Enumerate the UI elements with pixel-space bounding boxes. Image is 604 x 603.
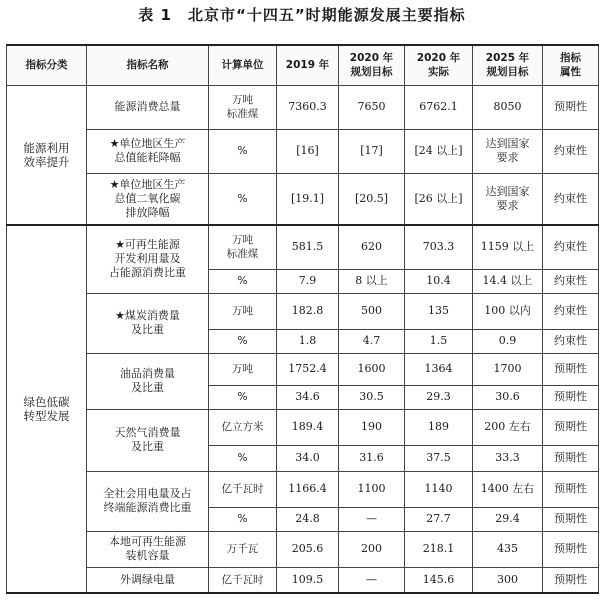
table-row	[7, 173, 599, 225]
value-2020-plan-cell: 500	[339, 293, 405, 329]
unit-cell: %	[209, 269, 277, 293]
table-title: 表 1 北京市“十四五”时期能源发展主要指标	[138, 6, 466, 24]
value-2025-plan-cell: 1700	[473, 353, 543, 385]
attribute-cell: 约束性	[543, 329, 599, 353]
value-2020-actual-cell: 37.5	[405, 445, 473, 471]
value-2025-plan-cell: 33.3	[473, 445, 543, 471]
value-2020-plan-cell: 1100	[339, 471, 405, 507]
value-2019-cell: 1166.4	[277, 471, 339, 507]
value-2025-plan-cell: 8050	[473, 85, 543, 129]
indicator-name-cell: 能源消费总量	[87, 85, 209, 129]
indicator-name-cell: ★单位地区生产 总值能耗降幅	[87, 129, 209, 173]
indicator-name-cell: 天然气消费量 及比重	[87, 409, 209, 471]
header-row	[7, 45, 599, 85]
value-2019-cell: 109.5	[277, 567, 339, 593]
value-2025-plan-cell: 30.6	[473, 385, 543, 409]
value-2019-cell: 189.4	[277, 409, 339, 445]
value-2020-actual-cell: [26 以上]	[405, 173, 473, 225]
unit-cell: %	[209, 507, 277, 531]
value-2025-plan-cell: 200 左右	[473, 409, 543, 445]
value-2020-actual-cell: 1364	[405, 353, 473, 385]
table-row	[7, 293, 599, 329]
value-2020-actual-cell: 189	[405, 409, 473, 445]
attribute-cell: 预期性	[543, 85, 599, 129]
table-row	[7, 567, 599, 593]
unit-cell: 亿千瓦时	[209, 471, 277, 507]
indicator-name-cell: ★单位地区生产 总值二氧化碳 排放降幅	[87, 173, 209, 225]
value-2020-plan-cell: 190	[339, 409, 405, 445]
attribute-cell: 约束性	[543, 225, 599, 269]
attribute-cell: 预期性	[543, 409, 599, 445]
unit-cell: %	[209, 385, 277, 409]
category-cell: 绿色低碳 转型发展	[7, 225, 87, 593]
unit-cell: 万吨 标准煤	[209, 225, 277, 269]
attribute-cell: 约束性	[543, 293, 599, 329]
value-2020-actual-cell: 10.4	[405, 269, 473, 293]
indicator-name-cell: 外调绿电量	[87, 567, 209, 593]
value-2019-cell: 1.8	[277, 329, 339, 353]
header-cell: 指标 属性	[543, 45, 599, 85]
unit-cell: 亿千瓦时	[209, 567, 277, 593]
value-2020-actual-cell: 703.3	[405, 225, 473, 269]
value-2025-plan-cell: 1400 左右	[473, 471, 543, 507]
value-2020-plan-cell: 620	[339, 225, 405, 269]
attribute-cell: 预期性	[543, 531, 599, 567]
header-cell: 计算单位	[209, 45, 277, 85]
category-cell: 能源利用 效率提升	[7, 85, 87, 225]
value-2020-plan-cell: —	[339, 507, 405, 531]
header-cell: 指标分类	[7, 45, 87, 85]
attribute-cell: 预期性	[543, 507, 599, 531]
value-2025-plan-cell: 100 以内	[473, 293, 543, 329]
value-2025-plan-cell: 300	[473, 567, 543, 593]
unit-cell: 万吨	[209, 293, 277, 329]
unit-cell: 万吨	[209, 353, 277, 385]
unit-cell: %	[209, 173, 277, 225]
value-2020-plan-cell: 4.7	[339, 329, 405, 353]
header-cell: 指标名称	[87, 45, 209, 85]
attribute-cell: 约束性	[543, 173, 599, 225]
value-2020-plan-cell: 8 以上	[339, 269, 405, 293]
value-2020-actual-cell: 145.6	[405, 567, 473, 593]
indicator-name-cell: ★可再生能源 开发利用量及 占能源消费比重	[87, 225, 209, 293]
attribute-cell: 预期性	[543, 353, 599, 385]
value-2020-plan-cell: [20.5]	[339, 173, 405, 225]
value-2019-cell: 24.8	[277, 507, 339, 531]
attribute-cell: 约束性	[543, 269, 599, 293]
value-2019-cell: 34.0	[277, 445, 339, 471]
attribute-cell: 预期性	[543, 567, 599, 593]
value-2020-plan-cell: 1600	[339, 353, 405, 385]
value-2019-cell: 581.5	[277, 225, 339, 269]
header-cell: 2020 年 实际	[405, 45, 473, 85]
value-2020-actual-cell: 135	[405, 293, 473, 329]
unit-cell: 万吨 标准煤	[209, 85, 277, 129]
table-row	[7, 129, 599, 173]
indicator-name-cell: 油品消费量 及比重	[87, 353, 209, 409]
unit-cell: %	[209, 129, 277, 173]
value-2020-actual-cell: 29.3	[405, 385, 473, 409]
indicator-name-cell: 全社会用电量及占 终端能源消费比重	[87, 471, 209, 531]
unit-cell: %	[209, 329, 277, 353]
value-2019-cell: [19.1]	[277, 173, 339, 225]
value-2020-plan-cell: 7650	[339, 85, 405, 129]
attribute-cell: 预期性	[543, 471, 599, 507]
unit-cell: 万千瓦	[209, 531, 277, 567]
value-2020-actual-cell: 218.1	[405, 531, 473, 567]
value-2025-plan-cell: 达到国家 要求	[473, 173, 543, 225]
value-2020-plan-cell: —	[339, 567, 405, 593]
unit-cell: 亿立方米	[209, 409, 277, 445]
attribute-cell: 预期性	[543, 385, 599, 409]
table-row	[7, 531, 599, 567]
value-2020-plan-cell: 31.6	[339, 445, 405, 471]
value-2019-cell: 7360.3	[277, 85, 339, 129]
value-2025-plan-cell: 29.4	[473, 507, 543, 531]
value-2019-cell: 7.9	[277, 269, 339, 293]
energy-indicator-table	[6, 44, 599, 594]
value-2019-cell: 34.6	[277, 385, 339, 409]
value-2020-actual-cell: 1140	[405, 471, 473, 507]
value-2020-plan-cell: 200	[339, 531, 405, 567]
value-2025-plan-cell: 14.4 以上	[473, 269, 543, 293]
value-2020-plan-cell: [17]	[339, 129, 405, 173]
value-2020-actual-cell: 27.7	[405, 507, 473, 531]
attribute-cell: 预期性	[543, 445, 599, 471]
value-2025-plan-cell: 1159 以上	[473, 225, 543, 269]
indicator-name-cell: 本地可再生能源 装机容量	[87, 531, 209, 567]
value-2019-cell: 1752.4	[277, 353, 339, 385]
value-2025-plan-cell: 达到国家 要求	[473, 129, 543, 173]
header-cell: 2019 年	[277, 45, 339, 85]
table-row	[7, 471, 599, 507]
value-2019-cell: 205.6	[277, 531, 339, 567]
table-row	[7, 225, 599, 269]
attribute-cell: 约束性	[543, 129, 599, 173]
value-2020-plan-cell: 30.5	[339, 385, 405, 409]
value-2025-plan-cell: 435	[473, 531, 543, 567]
value-2019-cell: [16]	[277, 129, 339, 173]
indicator-name-cell: ★煤炭消费量 及比重	[87, 293, 209, 353]
table-row	[7, 353, 599, 385]
header-cell: 2020 年 规划目标	[339, 45, 405, 85]
value-2019-cell: 182.8	[277, 293, 339, 329]
table-row	[7, 409, 599, 445]
header-cell: 2025 年 规划目标	[473, 45, 543, 85]
value-2025-plan-cell: 0.9	[473, 329, 543, 353]
value-2020-actual-cell: 6762.1	[405, 85, 473, 129]
value-2020-actual-cell: 1.5	[405, 329, 473, 353]
unit-cell: %	[209, 445, 277, 471]
value-2020-actual-cell: [24 以上]	[405, 129, 473, 173]
table-row	[7, 85, 599, 129]
